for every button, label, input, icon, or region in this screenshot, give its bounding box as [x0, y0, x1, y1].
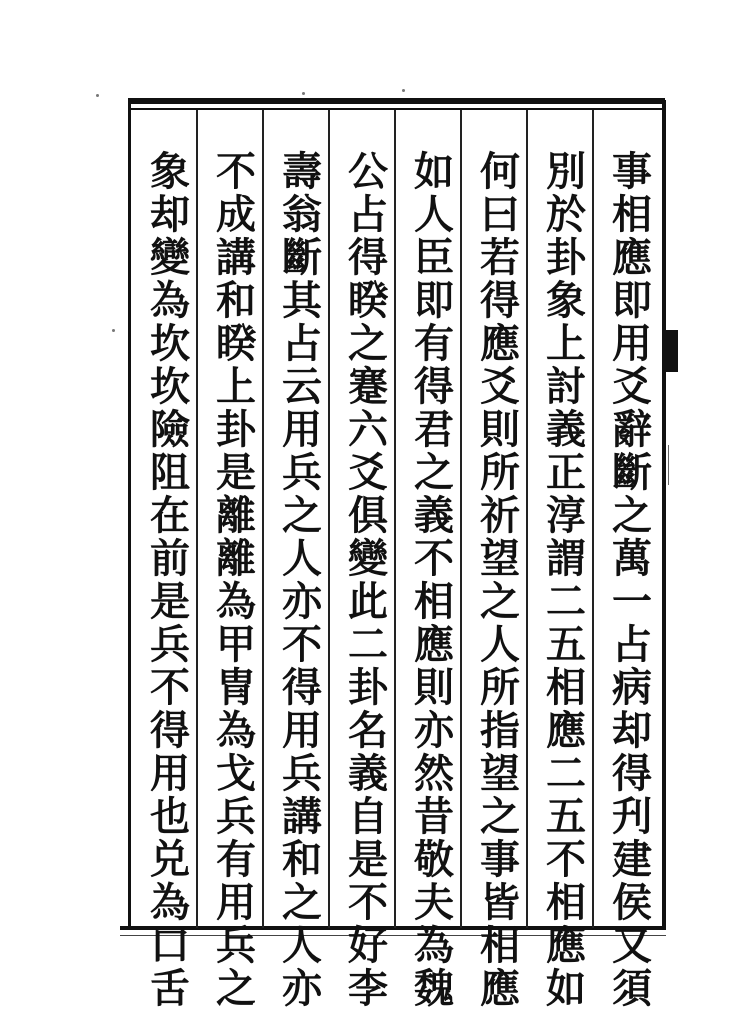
text-column-1: [602, 148, 662, 1012]
character-glyph: 亦: [282, 578, 322, 625]
character-glyph: 辭: [612, 406, 652, 453]
character-glyph: 二: [546, 750, 586, 797]
character-glyph: 別: [546, 148, 586, 195]
text-column-5: [338, 148, 398, 1012]
character-glyph: 爻: [612, 363, 652, 410]
character-glyph: 皆: [480, 879, 520, 926]
character-glyph: 則: [414, 664, 454, 711]
ink-speck: [96, 94, 99, 97]
top-border-rule: [128, 98, 665, 104]
character-glyph: 得: [282, 664, 322, 711]
ink-speck: [402, 89, 405, 92]
character-glyph: 坎: [150, 320, 190, 367]
character-glyph: 為: [216, 707, 256, 754]
character-glyph: 即: [414, 277, 454, 324]
character-glyph: 一: [612, 578, 652, 625]
character-glyph: 其: [282, 277, 322, 324]
character-glyph: 義: [348, 750, 388, 797]
character-glyph: 病: [612, 664, 652, 711]
character-glyph: 占: [612, 621, 652, 668]
character-glyph: 不: [216, 148, 256, 195]
top-border-rule-thin: [128, 108, 665, 110]
character-glyph: 刋: [612, 793, 652, 840]
character-glyph: 卦: [546, 234, 586, 281]
character-glyph: 祈: [480, 492, 520, 539]
character-glyph: 得: [612, 750, 652, 797]
character-glyph: 於: [546, 191, 586, 238]
character-glyph: 義: [414, 492, 454, 539]
text-column-3: [470, 148, 530, 1012]
character-glyph: 若: [480, 234, 520, 281]
character-glyph: 相: [546, 879, 586, 926]
character-glyph: 戈: [216, 750, 256, 797]
character-glyph: 斷: [612, 449, 652, 496]
character-glyph: 斷: [282, 234, 322, 281]
character-glyph: 正: [546, 449, 586, 496]
character-glyph: 所: [480, 449, 520, 496]
character-glyph: 卦: [216, 406, 256, 453]
character-glyph: 象: [546, 277, 586, 324]
character-glyph: 應: [546, 922, 586, 969]
character-glyph: 和: [216, 277, 256, 324]
character-glyph: 險: [150, 406, 190, 453]
character-glyph: 兵: [150, 621, 190, 668]
character-glyph: 之: [612, 492, 652, 539]
character-glyph: 阻: [150, 449, 190, 496]
character-glyph: 為: [414, 922, 454, 969]
text-column-7: [206, 148, 266, 1012]
character-glyph: 却: [150, 191, 190, 238]
character-glyph: 是: [348, 836, 388, 883]
character-glyph: 人: [414, 191, 454, 238]
left-border: [128, 100, 131, 930]
character-glyph: 兵: [282, 449, 322, 496]
character-glyph: 睽: [216, 320, 256, 367]
character-glyph: 之: [480, 578, 520, 625]
character-glyph: 翁: [282, 191, 322, 238]
character-glyph: 兵: [216, 793, 256, 840]
character-glyph: 曰: [480, 191, 520, 238]
character-glyph: 卦: [348, 664, 388, 711]
character-glyph: 兵: [282, 750, 322, 797]
character-glyph: 討: [546, 363, 586, 410]
character-glyph: 蹇: [348, 363, 388, 410]
character-glyph: 甲: [216, 621, 256, 668]
character-glyph: 講: [216, 234, 256, 281]
character-glyph: 又: [612, 922, 652, 969]
character-glyph: 兵: [216, 922, 256, 969]
ink-speck: [112, 329, 115, 332]
character-glyph: 人: [480, 621, 520, 668]
character-glyph: 萬: [612, 535, 652, 582]
character-glyph: 占: [348, 191, 388, 238]
character-glyph: 相: [612, 191, 652, 238]
character-glyph: 成: [216, 191, 256, 238]
character-glyph: 為: [150, 277, 190, 324]
character-glyph: 應: [480, 965, 520, 1012]
character-glyph: 侯: [612, 879, 652, 926]
character-glyph: 相: [480, 922, 520, 969]
character-glyph: 應: [480, 320, 520, 367]
character-glyph: 用: [150, 750, 190, 797]
character-glyph: 和: [282, 836, 322, 883]
character-glyph: 亦: [414, 707, 454, 754]
character-glyph: 兑: [150, 836, 190, 883]
character-glyph: 用: [282, 707, 322, 754]
character-glyph: 敬: [414, 836, 454, 883]
character-glyph: 爻: [480, 363, 520, 410]
character-glyph: 淳: [546, 492, 586, 539]
character-glyph: 有: [216, 836, 256, 883]
character-glyph: 李: [348, 965, 388, 1012]
character-glyph: 用: [612, 320, 652, 367]
text-column-2: [536, 148, 596, 1012]
character-glyph: 前: [150, 535, 190, 582]
text-column-6: [272, 148, 332, 1012]
character-glyph: 如: [414, 148, 454, 195]
character-glyph: 講: [282, 793, 322, 840]
character-glyph: 自: [348, 793, 388, 840]
character-glyph: 得: [414, 363, 454, 410]
character-glyph: 事: [612, 148, 652, 195]
character-glyph: 不: [348, 879, 388, 926]
fold-mark-tick: [668, 445, 677, 485]
character-glyph: 所: [480, 664, 520, 711]
character-glyph: 之: [414, 449, 454, 496]
character-glyph: 占: [282, 320, 322, 367]
character-glyph: 口: [150, 922, 190, 969]
character-glyph: 不: [546, 836, 586, 883]
character-glyph: 離: [216, 535, 256, 582]
text-column-8: [140, 148, 200, 1012]
character-glyph: 之: [282, 492, 322, 539]
character-glyph: 之: [348, 320, 388, 367]
character-glyph: 義: [546, 406, 586, 453]
character-glyph: 為: [150, 879, 190, 926]
character-glyph: 俱: [348, 492, 388, 539]
character-glyph: 二: [546, 578, 586, 625]
character-glyph: 二: [348, 621, 388, 668]
character-glyph: 是: [216, 449, 256, 496]
character-glyph: 睽: [348, 277, 388, 324]
character-glyph: 何: [480, 148, 520, 195]
character-glyph: 指: [480, 707, 520, 754]
character-glyph: 建: [612, 836, 652, 883]
character-glyph: 夫: [414, 879, 454, 926]
character-glyph: 之: [216, 965, 256, 1012]
character-glyph: 在: [150, 492, 190, 539]
character-glyph: 上: [216, 363, 256, 410]
character-glyph: 離: [216, 492, 256, 539]
character-glyph: 即: [612, 277, 652, 324]
character-glyph: 舌: [150, 965, 190, 1012]
text-column-4: [404, 148, 464, 1012]
character-glyph: 亦: [282, 965, 322, 1012]
character-glyph: 之: [480, 793, 520, 840]
character-glyph: 須: [612, 965, 652, 1012]
character-glyph: 臣: [414, 234, 454, 281]
character-glyph: 有: [414, 320, 454, 367]
character-glyph: 公: [348, 148, 388, 195]
character-glyph: 云: [282, 363, 322, 410]
character-glyph: 人: [282, 535, 322, 582]
character-glyph: 好: [348, 922, 388, 969]
character-glyph: 之: [282, 879, 322, 926]
character-glyph: 名: [348, 707, 388, 754]
character-glyph: 則: [480, 406, 520, 453]
character-glyph: 然: [414, 750, 454, 797]
right-border: [662, 100, 666, 930]
character-glyph: 得: [150, 707, 190, 754]
character-glyph: 用: [216, 879, 256, 926]
character-glyph: 謂: [546, 535, 586, 582]
character-glyph: 為: [216, 578, 256, 625]
character-glyph: 用: [282, 406, 322, 453]
character-glyph: 不: [414, 535, 454, 582]
character-glyph: 君: [414, 406, 454, 453]
ink-speck: [302, 92, 305, 95]
character-glyph: 應: [414, 621, 454, 668]
character-glyph: 冑: [216, 664, 256, 711]
character-glyph: 變: [150, 234, 190, 281]
character-glyph: 爻: [348, 449, 388, 496]
character-glyph: 坎: [150, 363, 190, 410]
character-glyph: 事: [480, 836, 520, 883]
character-glyph: 上: [546, 320, 586, 367]
character-glyph: 望: [480, 535, 520, 582]
character-glyph: 相: [546, 664, 586, 711]
character-glyph: 應: [546, 707, 586, 754]
fold-mark-block: [664, 330, 678, 372]
character-glyph: 是: [150, 578, 190, 625]
character-glyph: 六: [348, 406, 388, 453]
character-glyph: 五: [546, 621, 586, 668]
character-glyph: 得: [480, 277, 520, 324]
character-glyph: 不: [150, 664, 190, 711]
character-glyph: 不: [282, 621, 322, 668]
character-glyph: 望: [480, 750, 520, 797]
character-glyph: 變: [348, 535, 388, 582]
character-glyph: 應: [612, 234, 652, 281]
character-glyph: 魏: [414, 965, 454, 1012]
character-glyph: 相: [414, 578, 454, 625]
character-glyph: 却: [612, 707, 652, 754]
character-glyph: 如: [546, 965, 586, 1012]
character-glyph: 得: [348, 234, 388, 281]
character-glyph: 也: [150, 793, 190, 840]
character-glyph: 壽: [282, 148, 322, 195]
character-glyph: 五: [546, 793, 586, 840]
character-glyph: 象: [150, 148, 190, 195]
character-glyph: 昔: [414, 793, 454, 840]
character-glyph: 人: [282, 922, 322, 969]
character-glyph: 此: [348, 578, 388, 625]
